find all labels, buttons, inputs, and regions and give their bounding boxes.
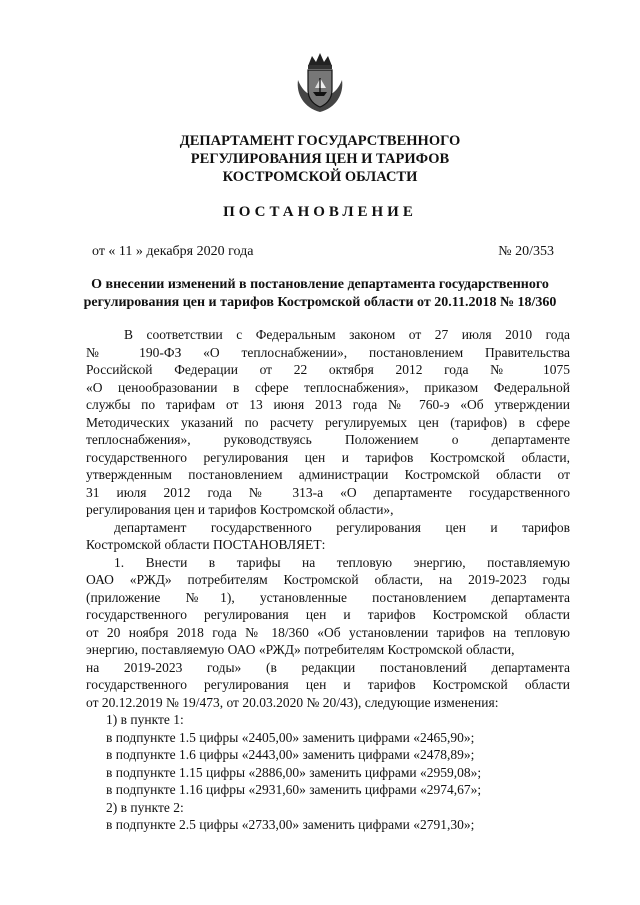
body-line: на 2019-2023 годы» (в редакции постановлений департамента xyxy=(86,659,570,675)
body-line: от 20.12.2019 № 19/473, от 20.03.2020 № 20/43), следующие изменения: xyxy=(86,694,499,710)
department-name-line-3: КОСТРОМСКОЙ ОБЛАСТИ xyxy=(222,169,418,185)
body-line: Костромской области ПОСТАНОВЛЯЕТ: xyxy=(86,537,326,552)
body-line: от 20 ноября 2018 года № 18/360 «Об установлении тарифов на тепловую xyxy=(86,624,570,640)
body-line: (приложение №1), установленные постановлением департамента xyxy=(86,589,570,605)
body-line: государственного регулирования цен и тарифов Костромской области, xyxy=(86,449,570,465)
body-line: В соответствии с Федеральным законом от 27 июля 2010 года xyxy=(124,327,570,342)
department-name-line-1: ДЕПАРТАМЕНТ ГОСУДАРСТВЕННОГО xyxy=(179,133,461,149)
body-line: ОАО «РЖД» потребителям Костромской области, на 2019-2023 годы xyxy=(86,572,570,587)
body-line: в подпункте 1.16 цифры «2931,60» заменить цифрами «2974,67»; xyxy=(106,782,482,797)
body-line: государственного регулирования цен и тарифов Костромской области xyxy=(86,677,570,692)
document-body xyxy=(86,326,570,834)
body-line: Методических указаний по расчету регулируемых цен (тарифов) в сфере xyxy=(86,414,570,430)
body-line: 1. Внести в тарифы на тепловую энергию, поставляемую xyxy=(114,554,570,570)
body-line: государственного регулирования цен и тарифов Костромской области xyxy=(86,607,570,622)
body-line: Российской Федерации от 22 октября 2012 года № 1075 xyxy=(86,362,570,377)
body-line: теплоснабжения», руководствуясь Положением о департаменте xyxy=(86,432,570,447)
body-line: 1) в пункте 1: xyxy=(106,712,184,727)
body-line: в подпункте 1.5 цифры «2405,00» заменить цифрами «2465,90»; xyxy=(106,729,475,745)
body-line: энергию, поставляемую ОАО «РЖД» потребителям Костромской области, xyxy=(86,642,515,657)
document-date: от « 11 » декабря 2020 года xyxy=(92,244,254,259)
body-line: службы по тарифам от 13 июня 2013 года № 760-э «Об утверждении xyxy=(86,397,570,412)
body-line: в подпункте 2.5 цифры «2733,00» заменить цифрами «2791,30»; xyxy=(106,817,475,832)
body-line: в подпункте 1.6 цифры «2443,00» заменить цифрами «2478,89»; xyxy=(106,747,475,762)
coat-of-arms-icon xyxy=(294,50,346,114)
body-line: утвержденным постановлением администрации Костромской области от xyxy=(86,467,570,482)
subject-line-2: регулирования цен и тарифов Костромской области от 20.11.2018 № 18/360 xyxy=(83,295,557,310)
body-line: регулирования цен и тарифов Костромской области», xyxy=(86,502,394,517)
body-line: «О ценообразовании в сфере теплоснабжения», приказом Федеральной xyxy=(86,379,570,395)
body-line: 2) в пункте 2: xyxy=(106,799,184,815)
document-type-title: ПОСТАНОВЛЕНИЕ xyxy=(223,204,417,220)
subject-line-1: О внесении изменений в постановление департамента государственного xyxy=(91,277,549,292)
body-line: 31 июля 2012 года № 313-а «О департаменте государственного xyxy=(86,484,570,500)
department-name-line-2: РЕГУЛИРОВАНИЯ ЦЕН И ТАРИФОВ xyxy=(190,151,450,167)
body-line: № 190-ФЗ «О теплоснабжении», постановлением Правительства xyxy=(86,344,570,360)
body-line: в подпункте 1.15 цифры «2886,00» заменить цифрами «2959,08»; xyxy=(106,764,482,780)
document-number: № 20/353 xyxy=(498,244,554,259)
body-line: департамент государственного регулирования цен и тарифов xyxy=(114,519,570,535)
